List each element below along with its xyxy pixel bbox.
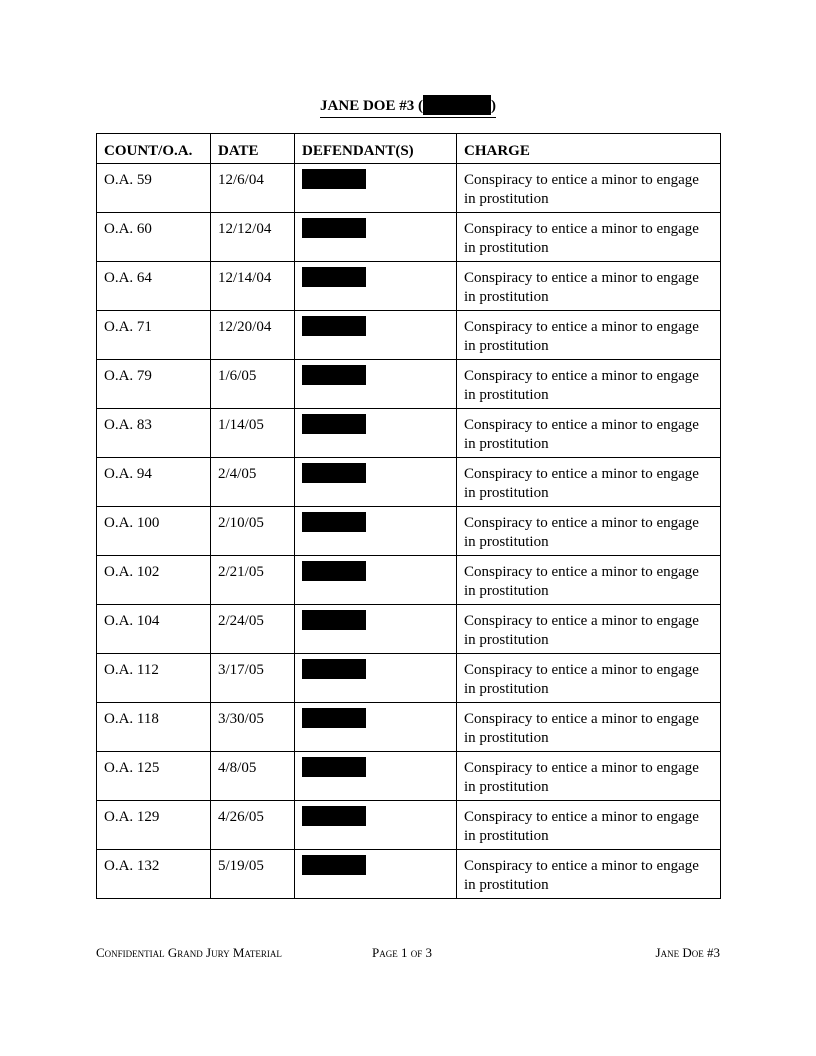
defendant-cell <box>295 850 457 899</box>
count-cell: O.A. 102 <box>97 556 211 605</box>
footer-confidential-label: Confidential Grand Jury Material <box>96 945 282 960</box>
page-title-underline <box>320 97 496 118</box>
column-header-defendants: DEFENDANT(S) <box>295 134 457 164</box>
count-cell: O.A. 104 <box>97 605 211 654</box>
redaction-block <box>302 463 366 483</box>
defendant-cell <box>295 458 457 507</box>
defendant-cell <box>295 654 457 703</box>
table-row <box>97 850 721 899</box>
charge-cell: Conspiracy to entice a minor to engage in prostitution <box>457 850 721 899</box>
table-row <box>97 654 721 703</box>
date-cell: 12/6/04 <box>211 164 295 213</box>
table-row <box>97 801 721 850</box>
charge-cell: Conspiracy to entice a minor to engage in prostitution <box>457 262 721 311</box>
charge-cell: Conspiracy to entice a minor to engage in prostitution <box>457 409 721 458</box>
footer-document-id: Jane Doe #3 <box>655 945 720 960</box>
redaction-block <box>302 365 366 385</box>
redaction-block <box>302 414 366 434</box>
column-header-count: COUNT/O.A. <box>97 134 211 164</box>
redaction-block <box>302 659 366 679</box>
count-cell: O.A. 112 <box>97 654 211 703</box>
count-cell: O.A. 118 <box>97 703 211 752</box>
column-header-date: DATE <box>211 134 295 164</box>
table-row <box>97 703 721 752</box>
table-row <box>97 409 721 458</box>
redaction-block <box>302 610 366 630</box>
date-cell: 2/21/05 <box>211 556 295 605</box>
defendant-cell <box>295 262 457 311</box>
table-row <box>97 262 721 311</box>
date-cell: 12/20/04 <box>211 311 295 360</box>
charge-cell: Conspiracy to entice a minor to engage in prostitution <box>457 556 721 605</box>
defendant-cell <box>295 703 457 752</box>
date-cell: 12/14/04 <box>211 262 295 311</box>
date-cell: 3/17/05 <box>211 654 295 703</box>
page-title <box>0 96 816 118</box>
redaction-block <box>302 169 366 189</box>
date-cell: 2/10/05 <box>211 507 295 556</box>
count-cell: O.A. 100 <box>97 507 211 556</box>
table-row <box>97 311 721 360</box>
date-cell: 12/12/04 <box>211 213 295 262</box>
charge-cell: Conspiracy to entice a minor to engage in prostitution <box>457 654 721 703</box>
redaction-block <box>302 806 366 826</box>
defendant-cell <box>295 752 457 801</box>
defendant-cell <box>295 213 457 262</box>
date-cell: 4/8/05 <box>211 752 295 801</box>
date-cell: 4/26/05 <box>211 801 295 850</box>
count-cell: O.A. 125 <box>97 752 211 801</box>
defendant-cell <box>295 164 457 213</box>
date-cell: 3/30/05 <box>211 703 295 752</box>
redaction-block <box>302 512 366 532</box>
count-cell: O.A. 64 <box>97 262 211 311</box>
defendant-cell <box>295 801 457 850</box>
charge-cell: Conspiracy to entice a minor to engage in prostitution <box>457 164 721 213</box>
charge-cell: Conspiracy to entice a minor to engage in prostitution <box>457 507 721 556</box>
table-header-row <box>97 134 721 164</box>
table-row <box>97 605 721 654</box>
redaction-block <box>302 218 366 238</box>
redaction-block <box>302 757 366 777</box>
redaction-block <box>423 95 491 115</box>
defendant-cell <box>295 507 457 556</box>
table-row <box>97 507 721 556</box>
redaction-block <box>302 267 366 287</box>
charge-cell: Conspiracy to entice a minor to engage in prostitution <box>457 311 721 360</box>
count-cell: O.A. 59 <box>97 164 211 213</box>
count-cell: O.A. 71 <box>97 311 211 360</box>
table-row <box>97 360 721 409</box>
defendant-cell <box>295 605 457 654</box>
redaction-block <box>302 561 366 581</box>
date-cell: 1/6/05 <box>211 360 295 409</box>
defendant-cell <box>295 409 457 458</box>
charge-cell: Conspiracy to entice a minor to engage in prostitution <box>457 801 721 850</box>
table-row <box>97 458 721 507</box>
redaction-block <box>302 855 366 875</box>
count-cell: O.A. 79 <box>97 360 211 409</box>
date-cell: 2/24/05 <box>211 605 295 654</box>
redaction-block <box>302 316 366 336</box>
charge-cell: Conspiracy to entice a minor to engage in prostitution <box>457 458 721 507</box>
defendant-cell <box>295 556 457 605</box>
table-row <box>97 752 721 801</box>
defendant-cell <box>295 360 457 409</box>
count-cell: O.A. 83 <box>97 409 211 458</box>
charge-cell: Conspiracy to entice a minor to engage in prostitution <box>457 360 721 409</box>
count-cell: O.A. 60 <box>97 213 211 262</box>
count-cell: O.A. 129 <box>97 801 211 850</box>
charge-cell: Conspiracy to entice a minor to engage in prostitution <box>457 752 721 801</box>
page-footer <box>96 944 720 962</box>
column-header-charge: CHARGE <box>457 134 721 164</box>
charges-table <box>96 133 721 899</box>
date-cell: 5/19/05 <box>211 850 295 899</box>
charge-cell: Conspiracy to entice a minor to engage in prostitution <box>457 605 721 654</box>
page-title-suffix: ) <box>490 98 496 114</box>
page-title-prefix: JANE DOE #3 ( <box>320 98 423 114</box>
date-cell: 2/4/05 <box>211 458 295 507</box>
redaction-block <box>302 708 366 728</box>
count-cell: O.A. 132 <box>97 850 211 899</box>
count-cell: O.A. 94 <box>97 458 211 507</box>
table-row <box>97 556 721 605</box>
table-row <box>97 164 721 213</box>
date-cell: 1/14/05 <box>211 409 295 458</box>
charge-cell: Conspiracy to entice a minor to engage in prostitution <box>457 213 721 262</box>
defendant-cell <box>295 311 457 360</box>
charge-cell: Conspiracy to entice a minor to engage in prostitution <box>457 703 721 752</box>
footer-page-number: Page 1 of 3 <box>372 945 432 960</box>
table-row <box>97 213 721 262</box>
